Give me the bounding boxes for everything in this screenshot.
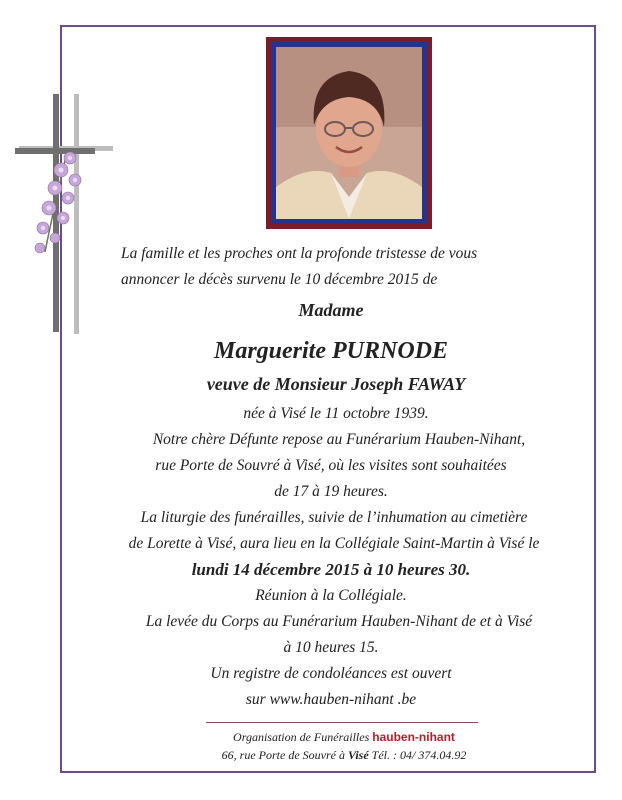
levee-line-1: La levée du Corps au Funérarium Hauben-Nihant de et à Visé bbox=[145, 613, 533, 630]
footer-address-prefix: 66, rue Porte de Souvré à bbox=[221, 748, 345, 762]
meeting-note: Réunion à la Collégiale. bbox=[255, 587, 407, 604]
deceased-spouse: veuve de Monsieur Joseph FAWAY bbox=[206, 374, 466, 394]
brand-name: hauben-nihant bbox=[372, 730, 455, 744]
deceased-title: Madame bbox=[298, 300, 364, 320]
birth-info: née à Visé le 11 octobre 1939. bbox=[243, 405, 429, 422]
register-line-2: sur www.hauben-nihant .be bbox=[245, 691, 417, 708]
footer-phone: Tél. : 04/ 374.04.92 bbox=[371, 748, 467, 762]
ceremony-date: lundi 14 décembre 2015 à 10 heures 30. bbox=[191, 560, 471, 579]
footer-divider bbox=[206, 722, 478, 723]
register-line-1: Un registre de condoléances est ouvert bbox=[210, 665, 452, 682]
footer-organisation bbox=[196, 730, 492, 745]
liturgy-line-2: de Lorette à Visé, aura lieu en la Collégiale Saint-Martin à Visé le bbox=[128, 535, 540, 552]
repose-line-2: rue Porte de Souvré à Visé, où les visites sont souhaitées bbox=[155, 457, 507, 474]
liturgy-line-1: La liturgie des funérailles, suivie de l’inhumation au cimetière bbox=[140, 509, 528, 526]
intro-line-2: annoncer le décès survenu le 10 décembre 2015 de bbox=[121, 271, 438, 288]
deceased-name: Marguerite PURNODE bbox=[213, 338, 448, 364]
repose-line-1: Notre chère Défunte repose au Funérarium Hauben-Nihant, bbox=[152, 431, 526, 448]
footer-address-city: Visé bbox=[347, 748, 369, 762]
levee-line-2: à 10 heures 15. bbox=[283, 639, 379, 656]
intro-line-1: La famille et les proches ont la profonde tristesse de vous bbox=[121, 245, 478, 262]
portrait-frame bbox=[266, 37, 432, 229]
footer-address bbox=[186, 748, 502, 763]
footer-org-prefix: Organisation de Funérailles bbox=[233, 730, 370, 744]
portrait-photo bbox=[276, 47, 422, 219]
repose-line-3: de 17 à 19 heures. bbox=[274, 483, 388, 500]
